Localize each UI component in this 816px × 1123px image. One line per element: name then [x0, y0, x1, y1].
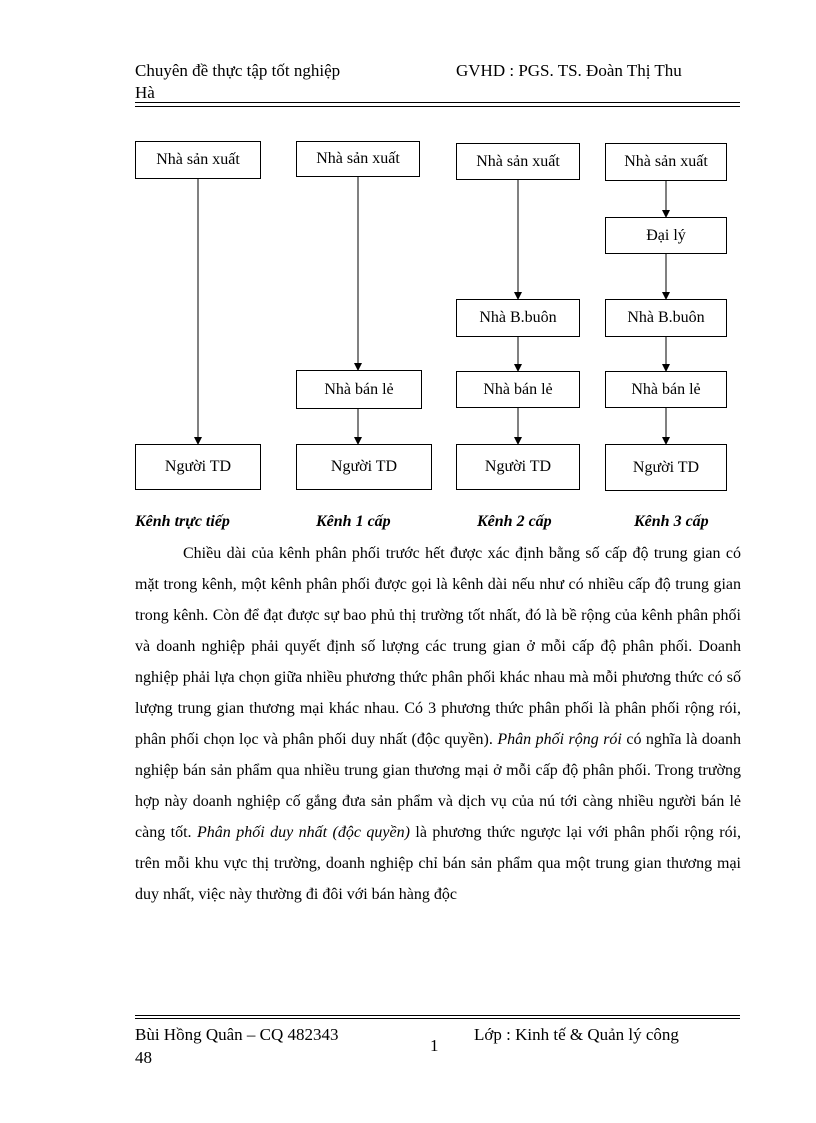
header-left: Chuyên đề thực tập tốt nghiệp: [135, 61, 341, 80]
caption-direct-channel: Kênh trực tiếp: [135, 513, 230, 530]
box-wholesaler-level3: Nhà B.buôn: [605, 299, 727, 337]
box-retailer-level3: Nhà bán lẻ: [605, 371, 727, 408]
box-retailer-level2: Nhà bán lẻ: [456, 371, 580, 408]
caption-level2-channel: Kênh 2 cấp: [477, 513, 552, 530]
box-consumer-level3: Người TD: [605, 444, 727, 491]
box-producer-level1: Nhà sản xuất: [296, 141, 420, 177]
caption-level3-channel: Kênh 3 cấp: [634, 513, 709, 530]
caption-level1-channel: Kênh 1 cấp: [316, 513, 391, 530]
body-text-part3: là phương thức ngược lại với phân phối rộng rói, trên mỗi khu vực thị trường, doanh nghiệp chỉ bán sản phẩm qua một trung gian thương mại duy nhất, việc này thường đi đôi với bán hàng độc: [135, 824, 742, 903]
box-consumer-level2: Người TD: [456, 444, 580, 490]
page-number: 1: [430, 1036, 439, 1055]
footer-author-continued: 48: [135, 1048, 152, 1067]
header-left-continued: Hà: [135, 83, 155, 102]
box-retailer-level1: Nhà bán lẻ: [296, 370, 422, 409]
body-paragraph: [135, 538, 741, 910]
footer-class: Lớp : Kinh tế & Quản lý công: [474, 1025, 679, 1044]
footer-rule-top: [135, 1015, 740, 1016]
term-wide-distribution: Phân phối rộng rói: [497, 731, 622, 748]
box-producer-level3: Nhà sản xuất: [605, 143, 727, 181]
box-producer-level2: Nhà sản xuất: [456, 143, 580, 180]
footer-rule-bottom: [135, 1018, 740, 1019]
body-text-part2: có nghĩa là doanh nghiệp bán sản phẩm qua nhiều trung gian thương mại ở mỗi cấp độ phân phối. Trong trường hợp này doanh nghiệp cố gắng đưa sản phẩm và dịch vụ của nú tới càng nhiều người bán lẻ càng tốt.: [135, 731, 742, 841]
header-right: GVHD : PGS. TS. Đoàn Thị Thu: [456, 61, 682, 80]
box-wholesaler-level2: Nhà B.buôn: [456, 299, 580, 337]
term-exclusive-distribution: Phân phối duy nhất (độc quyền): [197, 824, 410, 841]
box-consumer-direct: Người TD: [135, 444, 261, 490]
footer-author: Bùi Hồng Quân – CQ 482343: [135, 1025, 339, 1044]
box-producer-direct: Nhà sản xuất: [135, 141, 261, 179]
box-consumer-level1: Người TD: [296, 444, 432, 490]
box-agent-level3: Đại lý: [605, 217, 727, 254]
body-text-part1: Chiều dài của kênh phân phối trước hết được xác định bằng số cấp độ trung gian có mặt trong kênh, một kênh phân phối được gọi là kênh dài nếu như có nhiều cấp độ trung gian trong kênh. Còn để đạt được sự bao phủ thị trường tốt nhất, đó là bề rộng của kênh phân phối và doanh nghiệp phải quyết định số lượng các trung gian ở mỗi cấp độ phân phối. Doanh nghiệp phải lựa chọn giữa nhiều phương thức phân phối khác nhau mà mỗi phương thức có số lượng trung gian thương mại khác nhau. Có 3 phương thức phân phối là phân phối rộng rói, phân phối chọn lọc và phân phối duy nhất (độc quyền).: [135, 545, 741, 748]
